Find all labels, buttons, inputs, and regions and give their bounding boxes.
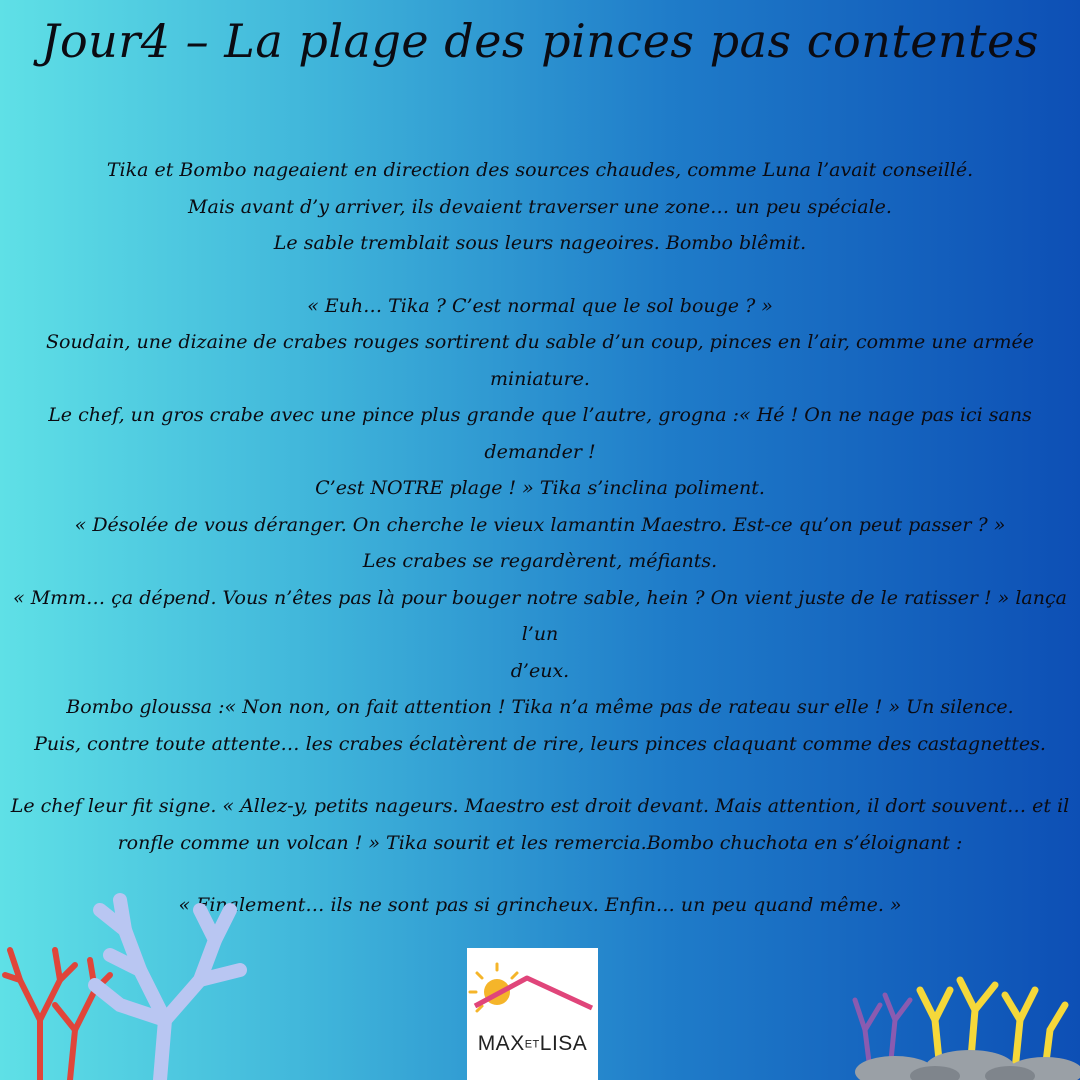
story-line: Bombo gloussa :« Non non, on fait attention ! Tika n’a même pas de rateau sur elle ! » Un silence.: [66, 696, 1014, 718]
story-line: « Finalement… ils ne sont pas si grincheux. Enfin… un peu quand même. »: [178, 894, 902, 916]
story-text: [10, 152, 1070, 924]
story-line: Soudain, une dizaine de crabes rouges sortirent du sable d’un coup, pinces en l’air, comme une armée miniature.: [45, 331, 1035, 390]
story-line: ronfle comme un volcan ! » Tika sourit et les remercia.Bombo chuchota en s’éloignant :: [117, 831, 963, 854]
logo-text: MAXETLISA: [477, 1032, 588, 1055]
story-line: C’est NOTRE plage ! » Tika s’inclina poliment.: [315, 477, 765, 499]
sun-roof-icon: [467, 948, 598, 1038]
story-line: « Mmm… ça dépend. Vous n’êtes pas là pour bouger notre sable, hein ? On vient juste de le ratisser ! » lança l’un: [13, 586, 1067, 645]
story-line: Le chef, un gros crabe avec une pince plus grande que l’autre, grogna :« Hé ! On ne nage pas ici sans demander !: [48, 404, 1032, 463]
story-line: Le chef leur fit signe. « Allez-y, petits nageurs. Maestro est droit devant. Mais attention, il dort souvent… et il: [10, 795, 1070, 817]
paragraph-gap: [10, 762, 1070, 788]
paragraph-gap: [10, 262, 1070, 288]
story-line: Tika et Bombo nageaient en direction des sources chaudes, comme Luna l’avait conseillé.: [106, 159, 974, 181]
story-line: d’eux.: [510, 659, 570, 682]
story-line: « Euh… Tika ? C’est normal que le sol bouge ? »: [307, 294, 773, 317]
brand-logo: [467, 948, 598, 1080]
page-title: Jour4 – La plage des pinces pas contentes: [41, 14, 1039, 68]
story-line: Mais avant d’y arriver, ils devaient traverser une zone… un peu spéciale.: [188, 195, 892, 218]
coral-right-icon: [850, 960, 1080, 1080]
story-line: « Désolée de vous déranger. On cherche le vieux lamantin Maestro. Est-ce qu’on peut passer ? »: [74, 513, 1006, 536]
story-line: Les crabes se regardèrent, méfiants.: [362, 550, 718, 572]
coral-left-icon: [0, 880, 300, 1080]
story-line: Le sable tremblait sous leurs nageoires. Bombo blêmit.: [273, 232, 807, 254]
story-line: Puis, contre toute attente… les crabes éclatèrent de rire, leurs pinces claquant comme des castagnettes.: [34, 732, 1046, 755]
